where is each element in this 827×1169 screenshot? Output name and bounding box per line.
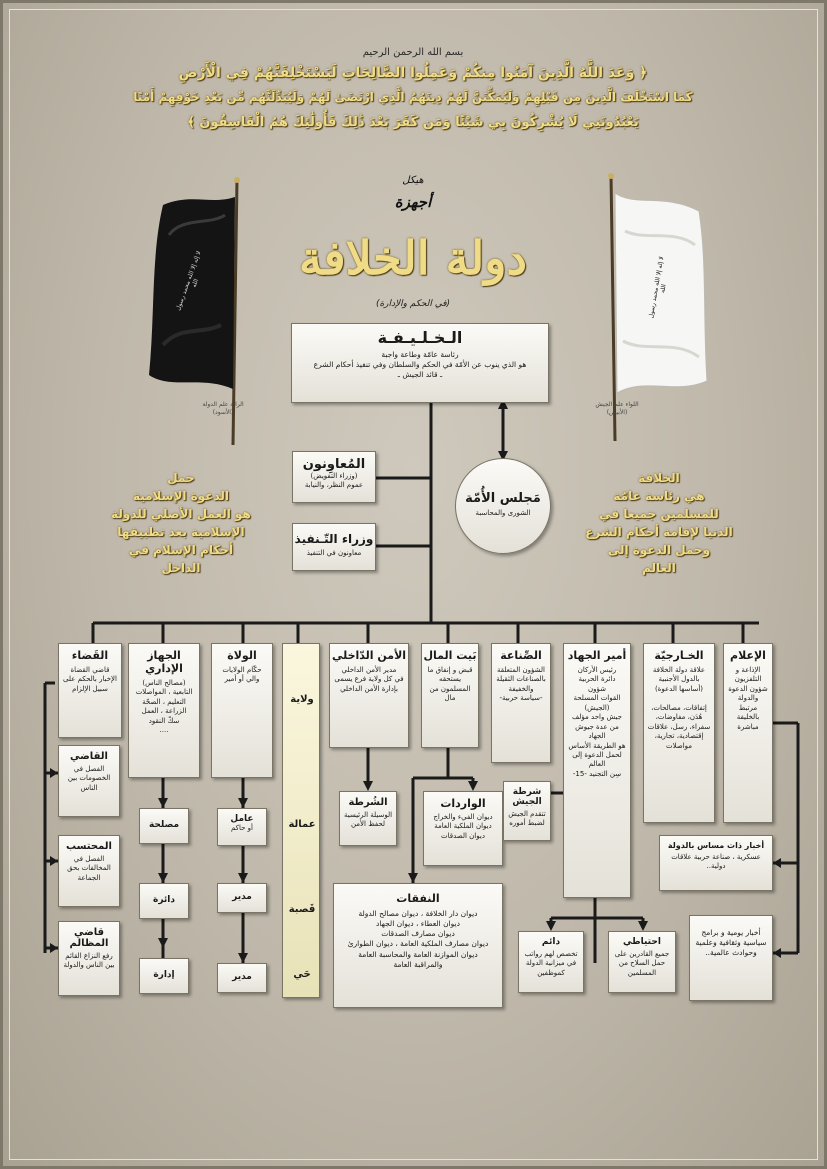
heykal-label: هيكل [402, 175, 424, 186]
dawah-line: الدعوة الإسلامية [132, 489, 230, 503]
dept-title: الخـارجيّة [654, 649, 704, 662]
ihtiyati-body: جميع القادرين على حمل السلاح من المسلمين [614, 950, 670, 977]
qada-sub-title: قاضي المظالم [69, 927, 109, 949]
waridat-box [423, 791, 503, 866]
unit-imala: عمالة [288, 819, 316, 830]
idari-sub-title: دائرة [153, 895, 175, 905]
shurtat-jaysh-body: تتقدم الجيش لضبط أموره [508, 810, 546, 828]
akhbar-state-box [659, 835, 773, 891]
tanfidh-title: وزراء التّـنفيذ [294, 532, 374, 546]
qada-sub-body: الفصل في المخالفات بحق الجماعة [67, 855, 111, 882]
black-flag-caption: الراية علم الدولة (الأسود) [202, 401, 244, 416]
dept-body: قاضي القضاة الإخبار بالحكم على سبيل الإلزام [63, 666, 117, 693]
dept-sinaa [491, 643, 551, 763]
khalifa-line-1: رئاسة عامّة وطاعة واجبة [381, 350, 459, 359]
dawah-line: أحكام الإسلام في [128, 543, 234, 557]
khalifa-box [291, 323, 549, 403]
shurta-title: الشُرطة [348, 797, 388, 808]
dept-body: رئيس الأركان دائرة الحربية شؤون القوات المسلحة (الجيش) جيش واحد مؤلف من عدة جيوش الجهاد هو الطريقة الأساس لحمل الدعوة إلى العالم سِن التجنيد -15- [568, 666, 626, 778]
ihtiyati-box [608, 931, 676, 993]
dept-body: مدير الأمن الداخلي في كل ولاية فرع يسمى بإدارة الأمن الداخلي [334, 666, 404, 693]
dept-wulat [211, 643, 273, 778]
dept-title: أمير الجهاد [567, 649, 627, 662]
amil-sub: أو حاكم [230, 824, 253, 832]
waridat-body: ديوان الفيء والخراج ديوان الملكية العامة ديوان الصدقات [433, 813, 493, 840]
dept-body: الإذاعة و التلفزيون شؤون الدعوة والدولة مرتبط بالخليفة مباشرة [728, 666, 768, 731]
shurta-body: الوسيلة الرئيسية لحفظ الأمن [343, 811, 393, 829]
mudir-title: مدير [232, 972, 252, 982]
qada-sub-body: الفصل في الخصومات بين الناس [67, 765, 111, 792]
akhbar-state-body: عسكرية ، صناعة حربية علاقات دولية.. [671, 853, 761, 871]
muawinun-line-1: (وزراء التفويض) [310, 472, 358, 480]
definition-line: وحمل الدعوة إلى [607, 543, 711, 557]
daim-box [518, 931, 584, 993]
dept-kharijiya [643, 643, 715, 823]
dept-amn [329, 643, 409, 748]
white-flag-text: لا إله إلا الله محمد رسول الله [647, 255, 668, 319]
mudir-title: مدير [232, 892, 252, 902]
dept-bayt-mal [421, 643, 479, 748]
white-flag [595, 171, 713, 461]
akhbar-daily-body: أخبار يومية و برامج سياسية وثقافية وعلمية وحوادث عالمية.. [695, 928, 767, 958]
amil-box [217, 808, 267, 846]
tanfidh-box [292, 523, 376, 571]
daira-box [139, 883, 189, 919]
dept-ilam [723, 643, 773, 823]
idari-sub-title: مصلحة [148, 820, 180, 830]
idara-box [139, 958, 189, 994]
akhbar-state-title: أخبار ذات مساس بالدولة [667, 841, 765, 850]
shurta-box [339, 791, 397, 846]
majlis-circle [455, 458, 551, 554]
muhtasib-box [58, 835, 120, 907]
black-flag-text: لا إله إلا الله محمد رسول الله [174, 250, 203, 312]
amil-title: عامل [230, 814, 254, 824]
dept-title: الأمن الدّاخلي [331, 649, 407, 662]
shurtat-jaysh-title: شرطة الجيش [512, 787, 542, 807]
dept-title: القَضاء [71, 649, 109, 662]
waridat-title: الواردات [440, 797, 486, 810]
nafaqat-box [333, 883, 503, 1008]
dawah-line: الإسلامية بعد تطبيقها [117, 525, 245, 539]
qada-sub-title: المحتسب [66, 841, 112, 852]
khalifa-title: الـخـلـيـفـة [377, 328, 463, 347]
dept-body: (مصالح الناس) التابعية ، المواصلات التعليم ، الصحّة الزراعة ، العمل سكّ النقود .... [135, 679, 193, 735]
dept-title: الصِّناعة [500, 649, 542, 662]
daim-body: تخصص لهم رواتب في ميزانية الدولة كموظفين [524, 950, 578, 977]
dept-title: الولاة [227, 649, 257, 662]
white-flag-caption: اللواء علم الجيش (الأبيض) [595, 401, 639, 416]
unit-qasaba: قَصبة [288, 904, 316, 915]
definition-line: للمسلمين جميعا في [599, 507, 719, 521]
idari-sub-title: إدارة [153, 970, 175, 980]
tanfidh-line-1: معاونون في التنفيذ [306, 549, 362, 557]
basmala: بسم الله الرحمن الرحيم [362, 47, 464, 58]
muawinun-title: المُعاوِنون [302, 457, 366, 472]
dawah-text [91, 469, 271, 577]
main-title: دولة الخلافة [299, 231, 527, 285]
dept-amir-jihad [563, 643, 631, 898]
khilafa-definition-text [569, 469, 749, 577]
mudir-box-1 [217, 883, 267, 913]
dept-qada [58, 643, 122, 738]
shurtat-jaysh-box [503, 781, 551, 841]
dept-body: الشؤون المتعلقة بالصناعات الثقيلة والخفيفة -سياسة حربية- [496, 666, 546, 703]
dawah-line: الداخل [161, 561, 201, 575]
dept-title: الإعلام [730, 649, 766, 662]
nafaqat-title: النفقات [396, 892, 440, 905]
ihtiyati-title: احتياطي [623, 937, 661, 947]
khalifa-line-3: ـ قائد الجيش ـ [397, 370, 443, 380]
daim-title: دائم [541, 937, 561, 947]
dawah-line: هو العمل الأصلي للدولة [111, 507, 251, 521]
qada-sub-title: القاضي [70, 751, 108, 762]
verse-line-1: ﴿ وَعَدَ اللَّهُ الَّذِينَ آمَنُوا مِنكُمْ وَعَمِلُوا الصَّالِحَاتِ لَيَسْتَخْلِفَنَّهُمْ فِي الْأَرْضِ [178, 65, 648, 81]
majlis-line-1: الشورى والمحاسبة [475, 509, 531, 517]
muawinun-line-2: عموم النظر، والنيابة [304, 481, 364, 490]
dept-title: الجهاز الإداري [145, 649, 183, 675]
ajhiza-label: أجهزة [394, 193, 432, 211]
muawinun-box [292, 451, 376, 503]
admin-units-strip [282, 643, 320, 998]
verse-line-3: يَعْبُدُونَنِي لَا يُشْرِكُونَ بِي شَيْئًا وَمَن كَفَرَ بَعْدَ ذَٰلِكَ فَأُولَٰئِكَ هُمُ الْفَاسِقُونَ ﴾ [187, 115, 639, 130]
definition-line: الخلافة [638, 471, 680, 485]
dept-title: بَيت المال [423, 649, 477, 662]
definition-line: هي رئاسة عامّة [613, 489, 705, 503]
definition-line: العالم [642, 561, 676, 575]
verse-line-2: كَمَا اسْتَخْلَفَ الَّذِينَ مِن قَبْلِهِمْ وَلَيُمَكِّنَنَّ لَهُمْ دِينَهُمُ الَّذِي ارْتَضَىٰ لَهُمْ وَلَيُبَدِّلَنَّهُم مِّن بَعْدِ خَوْفِهِمْ أَمْنًا [133, 90, 693, 104]
definition-line: الدنيا لإقامة أحكام الشرع [585, 525, 733, 539]
main-subtitle: (في الحكم والإدارة) [375, 299, 451, 309]
qadi-box [58, 745, 120, 817]
dawah-line: حمل [167, 471, 195, 485]
qada-sub-body: رفع النزاع القائم بين الناس والدولة [63, 952, 115, 970]
unit-hay: حَي [293, 969, 311, 980]
dept-body: قبض و إنفاق ما يستحقه المسلمون من مال [427, 666, 473, 703]
dept-idari [128, 643, 200, 778]
nafaqat-body: ديوان دار الخلافة ، ديوان مصالح الدولة ديوان العطاء ، ديوان الجهاد ديوان مصارف الصدقات ديوان مصارف الملكية العامة ، ديوان الطوارئ ديوان الموازنة العامة والمحاسبة العامة والمراقبة العامة [347, 909, 489, 969]
majlis-title: مَجلس الأُمّة [465, 491, 541, 506]
maslaha-box [139, 808, 189, 844]
khalifa-line-2: هو الذي ينوب عن الأمّة في الحكم والسلطان وفي تنفيذ أحكام الشرع [313, 360, 527, 370]
mazalim-box [58, 921, 120, 996]
unit-wilaya: ولاية [290, 694, 314, 705]
mudir-box-2 [217, 963, 267, 993]
dept-body: علاقة دولة الخلافة بالدول الأجنبية (أساسها الدعوة) إتفاقات، مصالحات، هُدَن، مفاوضات، سفراء، رسل، علاقات إقتصادية، تجارية، مواصلات [647, 666, 711, 750]
dept-body: حكّام الولايات والي أو أمير [222, 666, 262, 684]
akhbar-daily-box [689, 915, 773, 1001]
